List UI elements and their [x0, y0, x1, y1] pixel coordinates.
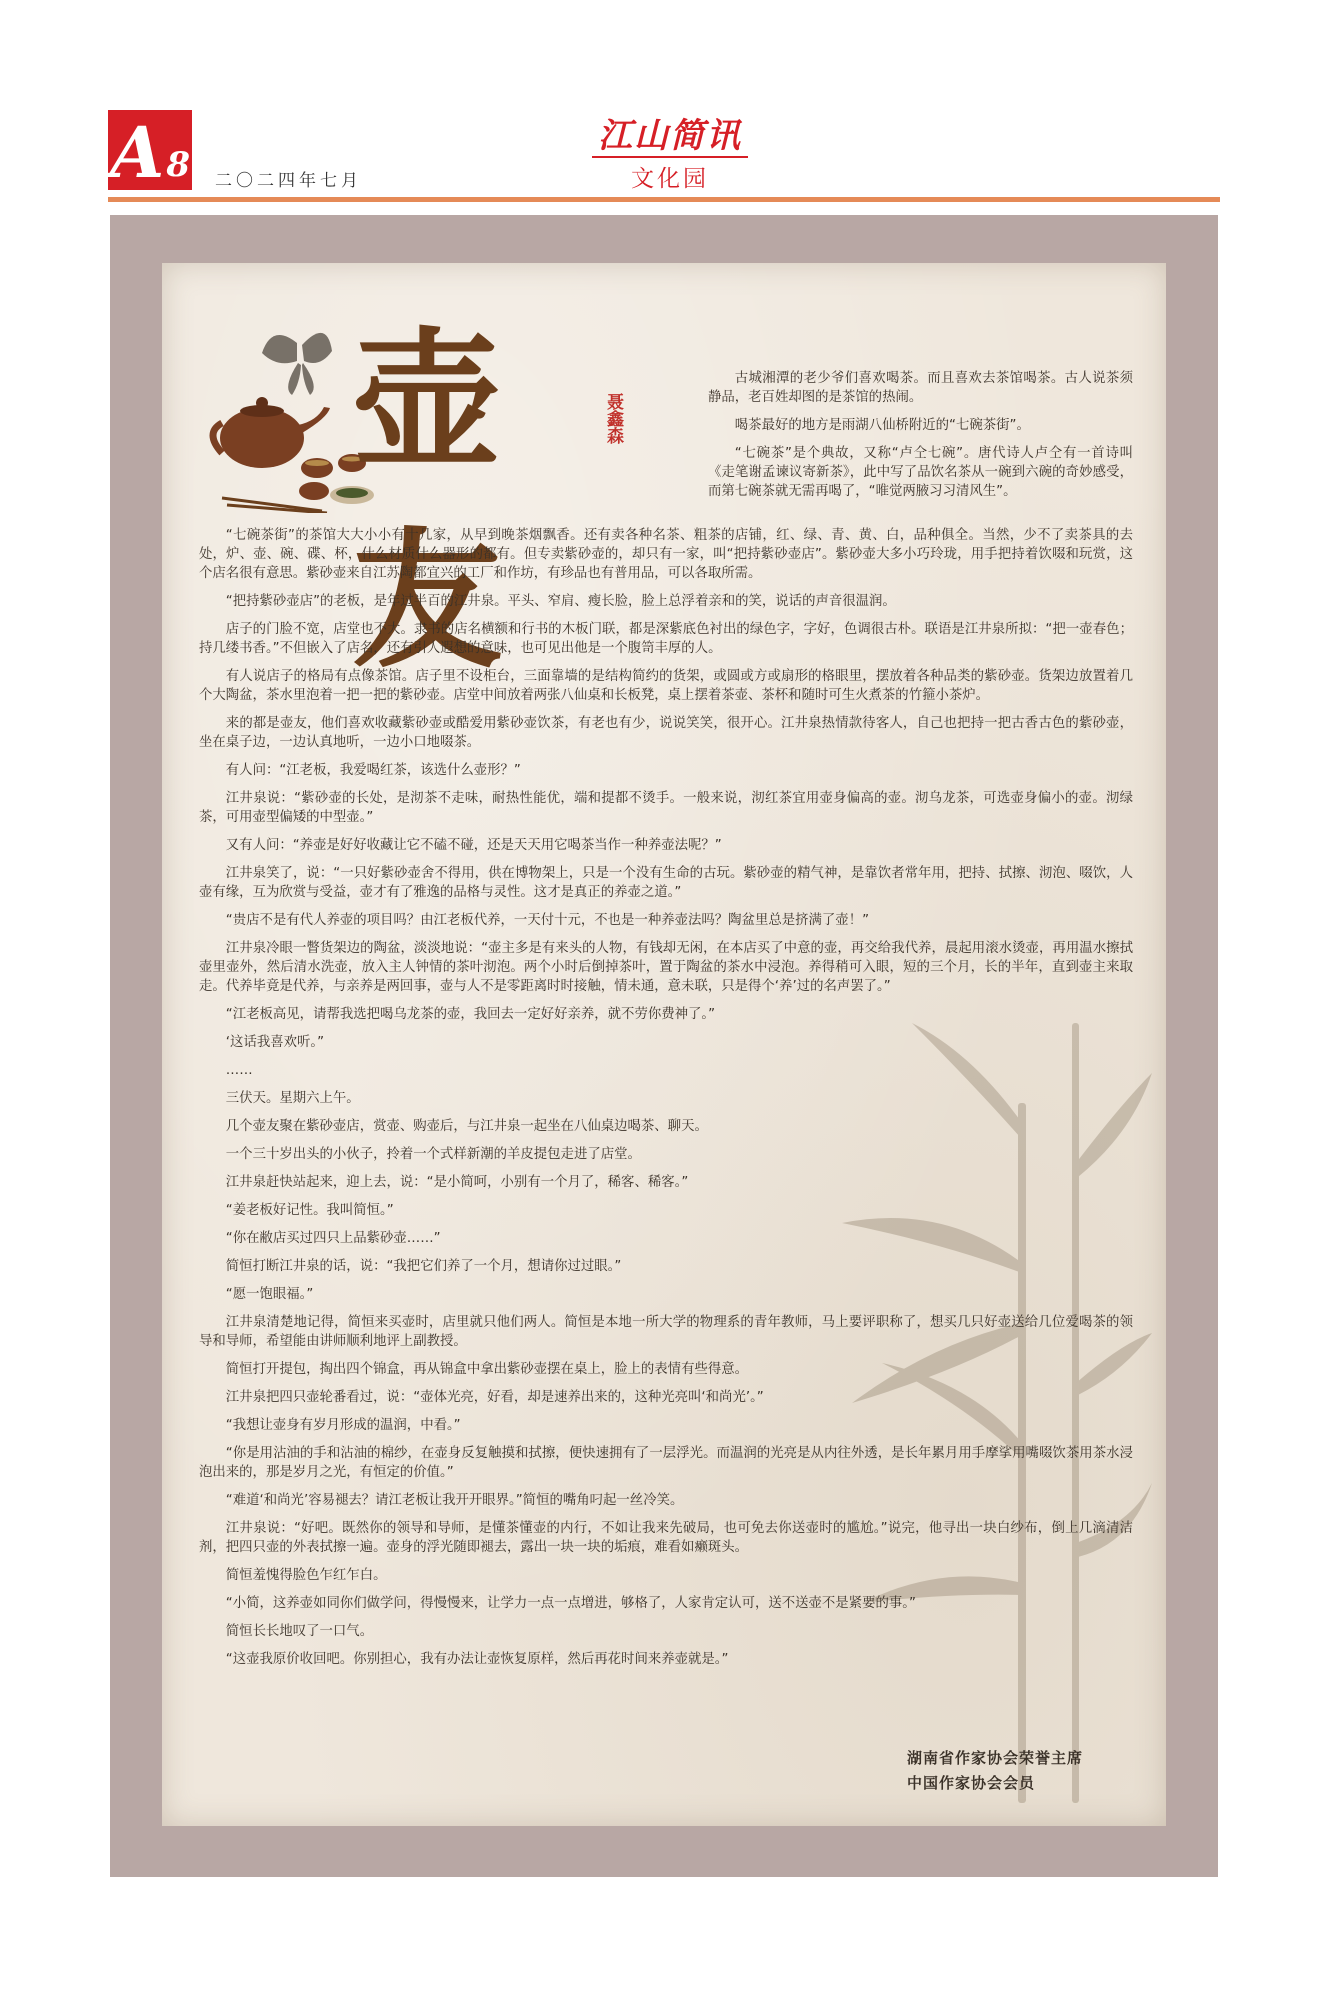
body-paragraph: 一个三十岁出头的小伙子，拎着一个式样新潮的羊皮提包走进了店堂。: [225, 1147, 641, 1162]
body-paragraph: ‘这话我喜欢听。”: [225, 1035, 325, 1050]
body-paragraph: 有人问：“江老板，我爱喝红茶，该选什么壶形？”: [225, 763, 521, 778]
body-paragraph: “七碗茶街”的茶馆大大小小有十几家，从早到晚茶烟飘香。还有卖各种名茶、粗茶的店铺，红、绿、青、黄、白，品种俱全。当然，少不了卖茶具的去处，炉、壶、碗、碟、杯，什么材质什么器形的都有。但专卖紫砂壶的，却只有一家，叫“把持紫砂壶店”。紫砂壶大多小巧玲珑，用手把持着饮啜和玩赏，这个店名很有意思。紫砂壶来自江苏陶都宜兴的工厂和作坊，有珍品也有普用品，可以各取所需。: [199, 528, 1133, 581]
intro-paragraph: 古城湘潭的老少爷们喜欢喝茶。而且喜欢去茶馆喝茶。古人说茶须静品，老百姓却图的是茶馆的热闹。: [708, 371, 1133, 405]
intro-paragraph: 喝茶最好的地方是雨湖八仙桥附近的“七碗茶街”。: [734, 418, 1030, 433]
body-paragraph: 简恒打断江井泉的话，说：“我把它们养了一个月，想请你过过眼。”: [225, 1259, 622, 1274]
body-paragraph: 江井泉清楚地记得，简恒来买壶时，店里就只他们两人。简恒是本地一所大学的物理系的青年教师，马上要评职称了，想买几只好壶送给几位爱喝茶的领导和导师，希望能由讲师顺利地评上副教授。: [199, 1315, 1133, 1349]
body-paragraph: 简恒羞愧得脸色乍红乍白。: [225, 1568, 387, 1583]
body-paragraph: 江井泉说：“紫砂壶的长处，是沏茶不走味，耐热性能优，端和提都不烫手。一般来说，沏红茶宜用壶身偏高的壶。沏乌龙茶，可选壶身偏小的壶。沏绿茶，可用壶型偏矮的中型壶。”: [199, 791, 1133, 825]
section-title: 文化园: [631, 166, 709, 192]
body-paragraph: 江井泉把四只壶轮番看过，说：“壶体光亮，好看，却是速养出来的，这种光亮叫‘和尚光’。”: [225, 1390, 764, 1405]
body-paragraph: 几个壶友聚在紫砂壶店，赏壶、购壶后，与江井泉一起坐在八仙桌边喝茶、聊天。: [225, 1119, 708, 1134]
body-paragraph: “把持紫砂壶店”的老板，是年过半百的江井泉。平头、窄肩、瘦长脸，脸上总浮着亲和的笑，说话的声音很温润。: [225, 594, 896, 609]
body-paragraph: 简恒打开提包，掏出四个锦盒，再从锦盒中拿出紫砂壶摆在桌上，脸上的表情有些得意。: [225, 1362, 749, 1377]
newspaper-logo: 江山简讯: [598, 116, 742, 156]
article-title: 壶友: [352, 313, 499, 689]
body-paragraph: 有人说店子的格局有点像茶馆。店子里不设柜台，三面靠墙的是结构简约的货架，或圆或方或扇形的格眼里，摆放着各种品类的紫砂壶。货架边放置着几个大陶盆，茶水里泡着一把一把的紫砂壶。店堂中间放着两张八仙桌和长板凳，桌上摆着茶壶、茶杯和随时可生火煮茶的竹箍小茶炉。: [199, 669, 1133, 703]
butterfly-icon: [262, 333, 332, 395]
body-paragraph: “小简，这养壶如同你们做学问，得慢慢来，让学力一点一点增进，够格了，人家肯定认可，送不送壶不是紧要的事。”: [225, 1596, 916, 1611]
body-paragraph: 江井泉赶快站起来，迎上去，说：“是小简呵，小别有一个月了，稀客、稀客。”: [225, 1175, 689, 1190]
body-paragraph: 江井泉笑了，说：“一只好紫砂壶舍不得用，供在博物架上，只是一个没有生命的古玩。紫砂壶的精气神，是靠饮者常年用，把持、拭擦、沏泡、啜饮，人壶有缘，互为欣赏与受益，壶才有了雅逸的品格与灵性。这才是真正的养壶之道。”: [199, 866, 1133, 900]
body-paragraph: “我想让壶身有岁月形成的温润，中看。”: [225, 1418, 461, 1433]
header-divider: [108, 197, 1220, 202]
body-paragraph: “愿一饱眼福。”: [225, 1287, 314, 1302]
body-paragraph: 店子的门脸不宽，店堂也不大。隶书的店名横额和行书的木板门联，都是深紫底色衬出的绿色字，字好，色调很古朴。联语是江井泉所拟：“把一壶春色；持几缕书香。”不但嵌入了店名，还有引人遐想的意味，也可见出他是一个腹笥丰厚的人。: [199, 622, 1133, 656]
body-paragraph: 江井泉说：“好吧。既然你的领导和导师，是懂茶懂壶的内行，不如让我来先破局，也可免去你送壶时的尴尬。”说完，他寻出一块白纱布，倒上几滴清洁剂，把四只壶的外表拭擦一遍。壶身的浮光随即褪去，露出一块一块的垢痕，难看如癞斑头。: [199, 1521, 1133, 1555]
page-letter: A: [110, 111, 165, 194]
body-paragraph: “你是用沾油的手和沾油的棉纱，在壶身反复触摸和拭擦，便快速拥有了一层浮光。而温润的光亮是从内往外透，是长年累月用手摩挲用嘴啜饮茶用茶水浸泡出来的，那是岁月之光，有恒定的价值。”: [199, 1446, 1133, 1480]
article-intro: [708, 369, 1133, 510]
masthead: [0, 0, 1329, 205]
body-paragraph: “你在敝店买过四只上品紫砂壶……”: [225, 1231, 441, 1246]
intro-paragraph: “七碗茶”是个典故，又称“卢仝七碗”。唐代诗人卢仝有一首诗叫《走笔谢孟谏议寄新茶》，此中写了品饮名茶从一碗到六碗的奇妙感受，而第七碗茶就无需再喝了，“唯觉两腋习习清风生”。: [708, 446, 1133, 499]
issue-date: 二〇二四年七月: [215, 171, 362, 191]
body-paragraph: “这壶我原价收回吧。你别担心，我有办法让壶恢复原样，然后再花时间来养壶就是。”: [225, 1652, 729, 1667]
body-paragraph: 三伏天。星期六上午。: [225, 1091, 360, 1106]
teapot-icon: [213, 397, 330, 468]
author-seal: 聂鑫森: [603, 393, 623, 444]
author-title: 湖南省作家协会荣誉主席: [907, 1749, 1084, 1767]
body-paragraph: 简恒长长地叹了一口气。: [225, 1624, 374, 1639]
body-paragraph: 江井泉冷眼一瞥货架边的陶盆，淡淡地说：“壶主多是有来头的人物，有钱却无闲，在本店买了中意的壶，再交给我代养，晨起用滚水烫壶，再用温水擦拭壶里壶外，然后清水洗壶，放入主人钟情的茶叶沏泡。两个小时后倒掉茶叶，置于陶盆的茶水中浸泡。养得稍可入眼，短的三个月，长的半年，直到壶主来取走。代养毕竟是代养，与亲养是两回事，壶与人不是零距离时时接触，情未通，意未联，只是得个‘养’过的名声罢了。”: [199, 941, 1133, 994]
body-paragraph: “江老板高见，请帮我选把喝乌龙茶的壶，我回去一定好好亲养，就不劳你费神了。”: [225, 1007, 716, 1022]
author-credits: [907, 1746, 1137, 1796]
body-paragraph: 又有人问：“养壶是好好收藏让它不磕不碰，还是天天用它喝茶当作一种养壶法呢？”: [225, 838, 722, 853]
body-paragraph: 来的都是壶友，他们喜欢收藏紫砂壶或酷爱用紫砂壶饮茶，有老也有少，说说笑笑，很开心。江井泉热情款待客人，自己也把持一把古香古色的紫砂壶，坐在桌子边，一边认真地听，一边小口地啜茶。: [199, 716, 1133, 750]
body-paragraph: “姜老板好记性。我叫简恒。”: [225, 1203, 394, 1218]
chopsticks-icon: [222, 498, 327, 513]
body-paragraph: ……: [225, 1063, 253, 1078]
page-number-badge: [108, 110, 192, 194]
body-paragraph: “贵店不是有代人养壶的项目吗？由江老板代养，一天付十元，不也是一种养壶法吗？陶盆里总是挤满了壶！”: [225, 913, 870, 928]
article-body: [199, 526, 1133, 1678]
page-number: 8: [166, 145, 190, 185]
author-title: 中国作家协会会员: [907, 1774, 1036, 1792]
body-paragraph: “难道‘和尚光’容易褪去？请江老板让我开开眼界。”简恒的嘴角叼起一丝冷笑。: [225, 1493, 684, 1508]
article-paper: [162, 263, 1166, 1826]
logo-underline: [592, 156, 748, 158]
